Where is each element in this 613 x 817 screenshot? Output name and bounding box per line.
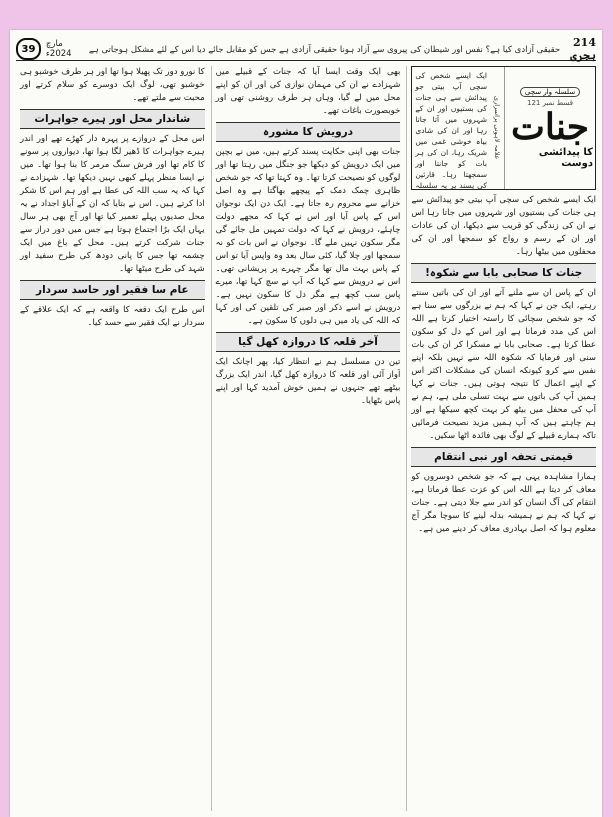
section-heading: آخر قلعہ کا دروازہ کھل گیا	[216, 332, 401, 352]
header-left	[16, 38, 89, 60]
serial-blurb: ایک ایسے شخص کی سچی آپ بیتی جو پیدائش سے ہی جنات کی بستیوں اور ان کے شہروں میں آتا جاتا رہا اور ان کی شادی بیاہ خوشی غمی میں شریک رہا، ان کی ہر بات کو جانتا اور سمجھتا رہا۔ قارئین کی پسند پر یہ سلسلہ	[415, 71, 487, 189]
newspaper-page	[10, 30, 602, 817]
serial-subtitle: کا پیدائشی دوست	[538, 147, 593, 169]
article-paragraph: ان کے پاس ان سے ملنے آتے اور ان کی باتیں سنتے رہتے، ایک جن نے کہا کہ ہم نے بزرگوں سے سنا ہے کہ جو شخص سچائی کا راستہ اختیار کرتا ہے اللہ اس کی مدد فرماتا ہے اور اس کے دل کو سکون عطا کرتا ہے۔ صحابی بابا نے مسکرا کر ان کی بات سنی اور فرمایا کہ شکوہ اللہ سے نہیں بلکہ اپنے نفس سے کرو کیونکہ انسان کی مشکلات اکثر اس کے اپنے اعمال کا نتیجہ ہوتی ہیں۔ جنات نے کہا ہمیں آپ کی باتوں سے بہت تسلی ملی ہے، ہم نے آپ کی محفل میں بیٹھ کر بہت کچھ سیکھا ہے اور ہم چاہتے ہیں کہ آپ ہمیں مزید نصیحت فرمائیں تاکہ ہمارے قبیلے کے لوگ بھی فائدہ اٹھا سکیں۔	[411, 288, 596, 441]
article-paragraph: اس محل کے دروازے پر پہرہ دار کھڑے تھے اور اندر ہیرے جواہرات کا ڈھیر لگا ہوا تھا، دیواروں پر سونے کا کام تھا اور فرش سنگ مرمر کا بنا ہوا تھا۔ میں نے ایسا منظر پہلے کبھی نہیں دیکھا تھا۔ شہزادے نے کہا کہ یہ سب اللہ کی عطا ہے اور ہم اس کا شکر ادا کرتے ہیں۔ اس نے بتایا کہ ان کے آباؤ اجداد نے یہ محل صدیوں پہلے تعمیر کیا تھا اور آج بھی ہر سال یہاں ایک بڑا اجتماع ہوتا ہے جس میں دور دراز سے جنات شرکت کرتے ہیں۔ محل کے باغ میں ایک چشمہ تھا جس کا پانی دودھ کی طرح سفید اور شہد کی طرح میٹھا تھا۔	[19, 134, 205, 274]
article-paragraph: بھی ایک وقت ایسا آیا کہ جنات کے قبیلے میں شہزادے نے ان کی مہمان نوازی کی اور ان کو اپنے محل میں لے گیا، وہاں ہر طرف روشنی تھی اور خوبصورت باغات تھے۔	[215, 67, 401, 116]
page-number: 39	[16, 38, 41, 60]
article-paragraph: ایک ایسے شخص کی سچی آپ بیتی جو پیدائش سے ہی جنات کی بستیوں اور شہروں میں جاتا رہا اس نے ان کی زندگی کو قریب سے دیکھا، ان کی عادات اور ان کے رسم و رواج کو سمجھا اور ان کی محفلوں میں بیٹھا رہا۔	[411, 195, 596, 257]
article-paragraph: ہمارا مشاہدہ یہی ہے کہ جو شخص دوسروں کو معاف کر دیتا ہے اللہ اس کو عزت عطا فرماتا ہے، انتقام کی آگ انسان کو اندر سے جلا دیتی ہے۔ جنات نے کہا کہ ہم نے ہمیشہ بدلہ لینے کا سوچا مگر آج معلوم ہوا کہ اصل بہادری معاف کر دینے میں ہے۔	[411, 472, 596, 534]
header-right	[89, 36, 596, 62]
article-paragraph: جنات بھی اپنی حکایت پسند کرتے ہیں، میں نے بچپن میں ایک درویش کو دیکھا جو جنگل میں رہتا تھا اور لوگوں کو نصیحت کرتا تھا۔ وہ کہتا تھا کہ جو شخص ظاہری چمک دمک کے پیچھے بھاگتا ہے وہ اصل خزانے سے محروم رہ جاتا ہے۔ ایک دن ایک نوجوان اس کے پاس آیا اور اس نے کہا کہ مجھے دولت چاہئے، درویش نے کہا کہ دولت تمہیں مل جائے گی مگر سکون نہیں ملے گا۔ نوجوان نے اس بات کو نہ سمجھا اور چلا گیا، کئی سال بعد وہ واپس آیا تو اس کے پاس بہت مال تھا مگر چہرے پر پریشانی تھی۔ اس نے درویش سے کہا کہ آپ نے سچ کہا تھا، میرے پاس سب کچھ ہے مگر دل کا سکون نہیں ہے۔ درویش نے اسے ذکر اور صبر کی تلقین کی اور کہا کہ اللہ کی یاد میں ہی دلوں کا سکون ہے۔	[215, 147, 401, 326]
section-heading: قیمتی تحفہ اور نبی انتقام	[411, 447, 596, 467]
issue-date: مارچ 2024ء	[45, 39, 72, 59]
column-right	[406, 66, 596, 811]
page-header	[16, 38, 596, 61]
serial-title: جنات	[511, 106, 589, 148]
author-name: علامہ لاہوتی پراسراری	[493, 96, 501, 160]
serial-logo-box	[411, 66, 596, 190]
header-slogan: حقیقی آزادی کیا ہے؟ نفس اور شیطان کی پیروی سے آزاد ہونا حقیقی آزادی ہے جس کو مقابل جائے دیا اس کے لئے مشکل ہوجاتی ہے	[88, 44, 561, 55]
serial-title-block	[504, 67, 595, 189]
magazine-brand: 214 ہجری	[570, 36, 596, 62]
article-paragraph: اس طرح ایک دفعہ کا واقعہ ہے کہ ایک علاقے کے سردار نے ایک فقیر سے حسد کیا۔	[19, 305, 205, 328]
story-number: قسط نمبر 121	[526, 99, 574, 107]
article-paragraph: کا نورو دور تک پھیلا ہوا تھا اور ہر طرف خوشبو ہی خوشبو تھی، لوگ ایک دوسرے کو سلام کرتے اور محبت سے ملتے تھے۔	[19, 67, 205, 103]
section-heading: جنات کا صحابی بابا سے شکوہ!	[411, 263, 596, 283]
section-heading: عام سا فقیر اور حاسد سردار	[20, 280, 205, 300]
article-paragraph: تین دن مسلسل ہم نے انتظار کیا، پھر اچانک ایک آواز آئی اور قلعہ کا دروازہ کھل گیا، اندر ایک بزرگ بیٹھے تھے جنہوں نے ہمیں خوش آمدید کہا اور اپنے پاس بٹھایا۔	[215, 357, 401, 406]
article-columns	[16, 66, 596, 811]
column-left	[16, 66, 205, 811]
series-tag: سلسلہ وار سچی	[520, 87, 580, 97]
column-middle	[211, 66, 401, 811]
author-strip	[490, 67, 504, 189]
section-heading: درویش کا مشورہ	[216, 122, 401, 142]
section-heading: شاندار محل اور ہیرے جواہرات	[20, 109, 205, 129]
